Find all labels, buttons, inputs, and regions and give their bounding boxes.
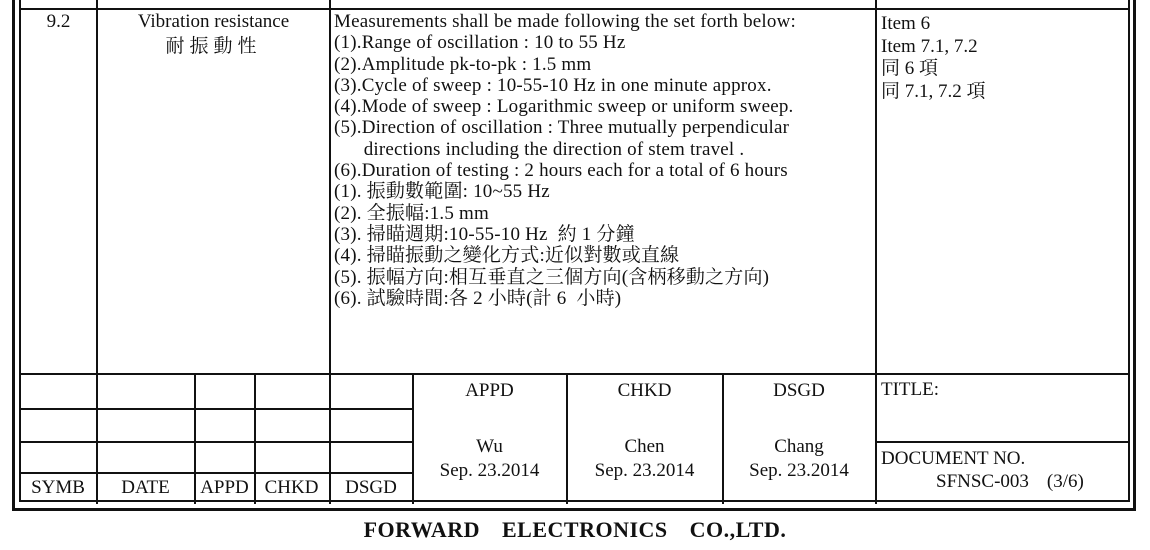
judgement-criteria-cell bbox=[881, 13, 1125, 103]
criteria-line: Item 7.1, 7.2 bbox=[881, 35, 978, 57]
grid-line bbox=[20, 408, 414, 410]
approval-cell-dsgd bbox=[724, 374, 874, 502]
spec-line: (6).Duration of testing : 2 hours each for a total of 6 hours bbox=[334, 160, 788, 182]
grid-line bbox=[20, 8, 1128, 10]
approval-role-label: CHKD bbox=[617, 380, 672, 401]
grid-line bbox=[20, 441, 414, 443]
spec-line: (5).Direction of oscillation : Three mutually perpendicular bbox=[334, 117, 790, 139]
grid-line bbox=[875, 441, 1128, 443]
section-number: 9.2 bbox=[46, 11, 71, 32]
approval-date: Sep. 23.2014 bbox=[439, 460, 540, 481]
grid-line bbox=[96, 0, 98, 504]
revision-header-date: DATE bbox=[121, 477, 170, 498]
document-no-label: DOCUMENT NO. bbox=[881, 448, 1026, 469]
grid-line bbox=[875, 0, 877, 504]
test-item-name-zh: 耐振動性 bbox=[165, 36, 262, 57]
revision-header-symb: SYMB bbox=[31, 477, 85, 498]
criteria-line: 同 6 項 bbox=[881, 58, 939, 79]
company-name: FORWARD ELECTRONICS CO.,LTD. bbox=[363, 517, 787, 542]
document-no-value: SFNSC-003 bbox=[936, 471, 1029, 492]
spec-line: (3). 掃瞄週期:10-55-10 Hz 約 1 分鐘 bbox=[334, 223, 635, 245]
revision-header-dsgd: DSGD bbox=[345, 477, 397, 498]
test-item-name-en: Vibration resistance bbox=[137, 11, 290, 32]
spec-line: Measurements shall be made following the set forth below: bbox=[334, 11, 797, 32]
criteria-line: Item 6 bbox=[881, 13, 931, 34]
spec-line: (2).Amplitude pk-to-pk : 1.5 mm bbox=[334, 53, 592, 75]
approver-name: Wu bbox=[476, 436, 503, 457]
title-label: TITLE: bbox=[881, 379, 940, 400]
spec-line: (3).Cycle of sweep : 10-55-10 Hz in one minute approx. bbox=[334, 74, 772, 96]
page-number: (3/6) bbox=[1046, 471, 1084, 492]
spec-line: (1). 振動數範圍: 10~55 Hz bbox=[334, 181, 550, 203]
approval-role-label: DSGD bbox=[773, 380, 825, 401]
spec-line: (6). 試驗時間:各 2 小時(計 6 小時) bbox=[334, 287, 622, 309]
spec-line: directions including the direction of stem travel . bbox=[334, 138, 745, 160]
revision-header-chkd: CHKD bbox=[264, 477, 319, 498]
grid-line bbox=[329, 0, 331, 504]
spec-line: (4).Mode of sweep : Logarithmic sweep or uniform sweep. bbox=[334, 96, 794, 118]
section-number-cell bbox=[21, 11, 96, 33]
test-item-cell bbox=[98, 11, 329, 58]
approval-role-label: APPD bbox=[465, 380, 514, 401]
test-conditions-cell bbox=[334, 11, 874, 309]
approval-cell-chkd bbox=[568, 374, 721, 502]
approval-date: Sep. 23.2014 bbox=[594, 460, 695, 481]
criteria-line: 同 7.1, 7.2 項 bbox=[881, 80, 986, 102]
approver-name: Chen bbox=[624, 436, 665, 457]
revision-header-appd: APPD bbox=[200, 477, 249, 498]
spec-line: (2). 全振幅:1.5 mm bbox=[334, 202, 489, 224]
spec-line: (1).Range of oscillation : 10 to 55 Hz bbox=[334, 32, 626, 54]
spec-line: (4). 掃瞄振動之變化方式:近似對數或直線 bbox=[334, 245, 680, 267]
approver-name: Chang bbox=[774, 436, 824, 457]
approval-date: Sep. 23.2014 bbox=[749, 460, 849, 481]
document-no-line bbox=[936, 471, 1084, 493]
spec-line: (5). 振幅方向:相互垂直之三個方向(含柄移動之方向) bbox=[334, 266, 770, 288]
approval-cell-appd bbox=[414, 374, 565, 502]
